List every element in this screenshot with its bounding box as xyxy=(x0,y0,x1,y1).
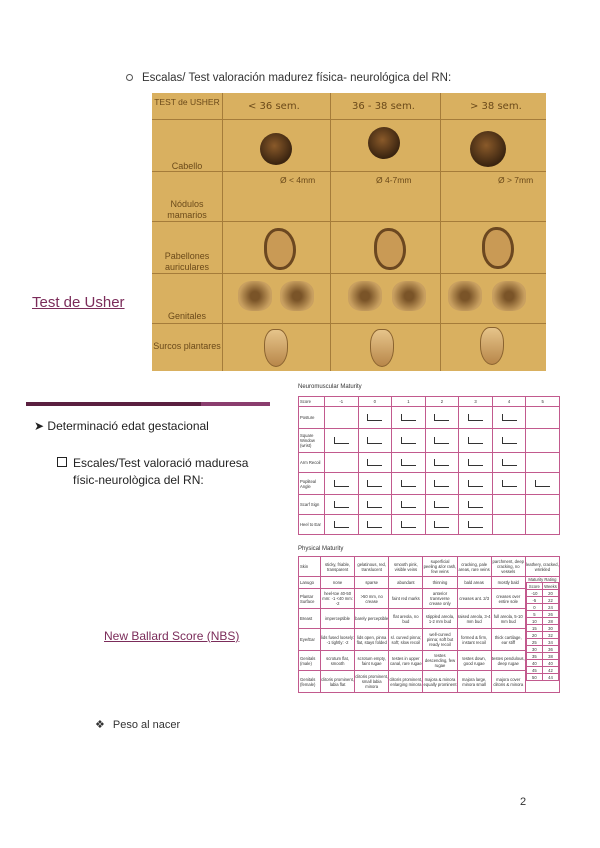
neuro-row-label: Popliteal Angle xyxy=(299,473,325,495)
table-row: Genitals (female) clitoris prominent, labia flat clitoris prominent, small labia minora clitoris prominent, enlarging minora majora & minora equally prominent majora large, minora small majora cover clitoris & minora xyxy=(299,671,560,693)
page-number: 2 xyxy=(520,796,527,808)
sole-illustration xyxy=(370,329,394,367)
subheading-line2: físic-neurològica del RN: xyxy=(73,473,204,487)
usher-col-3: > 38 sem. xyxy=(470,101,522,112)
score-col: 4 xyxy=(492,397,526,407)
usher-row-surcos: Surcos plantares xyxy=(153,341,221,351)
genitals-illustration xyxy=(238,281,272,311)
score-col: 5 xyxy=(526,397,560,407)
subheading-line1: Escales/Test valoració maduresa xyxy=(73,456,249,470)
table-row: Skin sticky, friable, transparent gelatinous, red, translucent smooth pink, visible veins superficial peeling &/or rash, few veins cracking, pale areas, rare veins parchment, deep cracking, no vessels leathery, cracked, wrinkled xyxy=(299,557,560,577)
wrist-angle-icon xyxy=(502,437,517,444)
score-col: -1 xyxy=(325,397,359,407)
posture-figure-icon xyxy=(502,414,517,421)
usher-divider xyxy=(152,119,546,120)
maturity-table: Score Weeks -10 20 -5 22 0 24 5 26 10 28 15 30 20 32 25 34 30 36 35 38 40 40 45 42 50 44 xyxy=(526,582,559,681)
popliteal-icon xyxy=(367,480,382,487)
bullet-peso xyxy=(95,718,180,731)
heel-ear-icon xyxy=(334,521,349,528)
bullet-escalas xyxy=(126,72,451,84)
scarf-sign-icon xyxy=(367,501,382,508)
arrow-bullet-icon: ➤ xyxy=(34,419,45,433)
neuromuscular-table xyxy=(298,396,560,535)
score-col: 2 xyxy=(425,397,459,407)
usher-row-cabello: Cabello xyxy=(171,161,203,171)
hair-illustration xyxy=(368,127,400,159)
wrist-angle-icon xyxy=(334,437,349,444)
arm-recoil-icon xyxy=(434,459,449,466)
wrist-angle-icon xyxy=(367,437,382,444)
posture-figure-icon xyxy=(401,414,416,421)
arm-recoil-icon xyxy=(502,459,517,466)
popliteal-icon xyxy=(434,480,449,487)
wrist-angle-icon xyxy=(401,437,416,444)
score-col: 0 xyxy=(358,397,392,407)
table-row: Plantar Surface heel-toe 40-50 mm: -1 <40 mm: -2 >50 mm, no crease faint red marks anterior transverse crease only creases ant. 2/3 creases over entire sole xyxy=(299,589,560,609)
usher-test-link[interactable]: Test de Usher xyxy=(32,294,125,311)
usher-col-2: 36 - 38 sem. xyxy=(352,101,415,112)
scarf-sign-icon xyxy=(434,501,449,508)
neuro-row-label: Scarf Sign xyxy=(299,495,325,515)
hair-illustration xyxy=(470,131,506,167)
arm-recoil-icon xyxy=(401,459,416,466)
diamond-bullet-icon: ❖ xyxy=(95,719,105,731)
score-col: 1 xyxy=(392,397,426,407)
popliteal-icon xyxy=(535,480,550,487)
usher-row-genitales: Genitales xyxy=(167,311,207,321)
popliteal-icon xyxy=(401,480,416,487)
neuro-row-label: Square Window (wrist) xyxy=(299,429,325,453)
neuro-row-label: Heel to Ear xyxy=(299,515,325,535)
section-heading xyxy=(34,419,209,433)
heel-ear-icon xyxy=(367,521,382,528)
heel-ear-icon xyxy=(468,521,483,528)
physical-table xyxy=(298,556,560,693)
usher-divider xyxy=(152,323,546,324)
usher-row-pabellones: Pabellones auriculares xyxy=(164,251,210,272)
maturity-rating-cell xyxy=(525,577,559,693)
posture-figure-icon xyxy=(468,414,483,421)
popliteal-icon xyxy=(502,480,517,487)
neuromuscular-title: Neuromuscular Maturity xyxy=(298,384,362,390)
genitals-illustration xyxy=(492,281,526,311)
heel-ear-icon xyxy=(401,521,416,528)
genitals-illustration xyxy=(448,281,482,311)
bullet-peso-text: Peso al nacer xyxy=(112,719,181,731)
square-bullet-icon xyxy=(57,457,67,467)
ballard-score-link[interactable]: New Ballard Score (NBS) xyxy=(104,629,240,643)
usher-divider xyxy=(152,273,546,274)
arm-recoil-icon xyxy=(367,459,382,466)
genitals-illustration xyxy=(348,281,382,311)
heel-ear-icon xyxy=(434,521,449,528)
neuro-row-label: Posture xyxy=(299,407,325,429)
table-row: Eye/Ear lids fused loosely: -1 tightly: -2 lids open, pinna flat, stays folded sl. curved pinna; soft; slow recoil well-curved pinna; soft but ready recoil formed & firm, instant recoil thick cartilage, ear stiff xyxy=(299,629,560,651)
table-row: Genitals (male) scrotum flat, smooth scrotum empty, faint rugae testes in upper canal, rare rugae testes descending, few rugae testes down, good rugae testes pendulous, deep rugae xyxy=(299,651,560,671)
posture-figure-icon xyxy=(434,414,449,421)
usher-divider xyxy=(222,93,223,371)
table-row: Breast imperceptible barely perceptible flat areola, no bud stippled areola, 1-2 mm bud raised areola, 3-4 mm bud full areola, 5-10 mm bud xyxy=(299,609,560,629)
scarf-sign-icon xyxy=(468,501,483,508)
usher-test-image xyxy=(152,93,546,371)
hair-illustration xyxy=(260,133,292,165)
ear-illustration xyxy=(482,227,514,269)
score-header: Score xyxy=(299,397,325,407)
usher-col-1: < 36 sem. xyxy=(248,101,300,112)
usher-divider xyxy=(152,221,546,222)
section-heading-text: Determinació edat gestacional xyxy=(47,419,209,433)
popliteal-icon xyxy=(468,480,483,487)
bullet-escalas-text: Escalas/ Test valoración madurez física- neurológica del RN: xyxy=(142,72,452,84)
neuro-row-label: Arm Recoil xyxy=(299,453,325,473)
usher-divider xyxy=(440,93,441,371)
usher-row-nodulos: Nódulos mamarios xyxy=(167,199,207,220)
wrist-angle-icon xyxy=(468,437,483,444)
genitals-illustration xyxy=(280,281,314,311)
score-col: 3 xyxy=(459,397,493,407)
scarf-sign-icon xyxy=(401,501,416,508)
arm-recoil-icon xyxy=(468,459,483,466)
popliteal-icon xyxy=(334,480,349,487)
usher-divider xyxy=(330,93,331,371)
ear-illustration xyxy=(374,228,406,270)
nodule-size-2: Ø 4-7mm xyxy=(376,175,412,185)
circle-bullet-icon xyxy=(126,74,133,81)
sole-illustration xyxy=(264,329,288,367)
sole-illustration xyxy=(480,327,504,365)
subheading xyxy=(57,455,248,489)
genitals-illustration xyxy=(392,281,426,311)
nodule-size-3: Ø > 7mm xyxy=(498,175,534,185)
physical-title: Physical Maturity xyxy=(298,546,344,552)
scarf-sign-icon xyxy=(334,501,349,508)
section-divider-dark xyxy=(26,402,201,406)
posture-figure-icon xyxy=(367,414,382,421)
nodule-size-1: Ø < 4mm xyxy=(280,175,316,185)
ear-illustration xyxy=(264,228,296,270)
wrist-angle-icon xyxy=(434,437,449,444)
table-row: Lanugo none sparse abundant thinning bald areas mostly bald Maturity Rating Score Weeks -10 20 -5 22 0 24 5 26 10 28 15 30 20 32 25 34 30 36 35 38 40 40 45 42 50 44 xyxy=(299,577,560,589)
usher-corner: TEST de USHER xyxy=(154,97,220,107)
maturity-title: Maturity Rating xyxy=(528,577,557,582)
